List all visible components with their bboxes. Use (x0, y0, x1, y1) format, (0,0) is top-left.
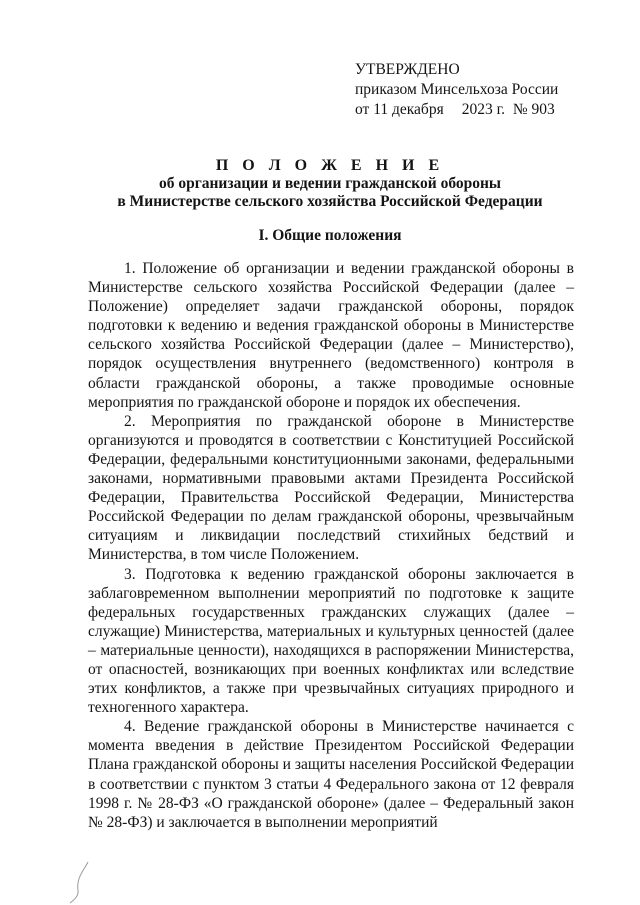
document-subtitle-2: в Министерстве сельского хозяйства Российской Федерации (117, 193, 543, 210)
approval-order-line: приказом Минсельхоза России (355, 81, 559, 98)
paragraph-3: 3. Подготовка к ведению гражданской обороны заключается в заблаговременном выполнении мероприятий по подготовке к защите федеральных государственных гражданских служащих (далее – служащие) Министерства, материальных и культурных ценностей (далее – материальные ценности), находящихся в распоряжении Министерства, от опасностей, возникающих при военных конфликтах или вследствие этих конфликтов, а также при чрезвычайных ситуациях природного и техногенного характера. (88, 565, 574, 717)
paragraph-1: 1. Положение об организации и ведении гражданской обороны в Министерстве сельского хозяйства Российской Федерации (далее – Положение) определяет задачи гражданской обороны, порядок подготовки к ведению и ведения гражданской обороны в Министерстве сельского хозяйства Российской Федерации (далее – Министерство), порядок осуществления внутреннего (ведомственного) контроля в области гражданской обороны, а также проводимые основные мероприятия по гражданской обороне и порядок их обеспечения. (88, 260, 574, 411)
approval-date-line (355, 100, 615, 120)
approval-heading: УТВЕРЖДЕНО (355, 61, 460, 78)
approval-stamp (355, 60, 615, 120)
document-subtitle-1: об организации и ведении гражданской обороны (158, 175, 502, 192)
approval-year: 2023 г. (461, 101, 506, 118)
paragraph-2: 2. Мероприятия по гражданской обороне в Министерстве организуются и проводятся в соответствии с Конституцией Российской Федерации, федеральными конституционными законами, федеральными законами, нормативными правовыми актами Президента Российской Федерации, Правительства Российской Федерации, Министерства Российской Федерации по делам гражданской обороны, чрезвычайным ситуациям и ликвидации последствий стихийных бедствий и Министерства, в том числе Положением. (88, 412, 574, 564)
document-title: П О Л О Ж Е Н И Е (215, 157, 445, 174)
section-title: I. Общие положения (258, 227, 402, 244)
pen-mark-icon (66, 860, 96, 905)
approval-number: № 903 (512, 101, 555, 118)
paragraph-4: 4. Ведение гражданской обороны в Министерстве начинается с момента введения в действие Президентом Российской Федерации Плана гражданской обороны и защиты населения Российской Федерации в соответствии с пунктом 3 статьи 4 Федерального закона от 12 февраля 1998 г. № 28-ФЗ «О гражданской обороне» (далее – Федеральный закон № 28-ФЗ) и заключается в выполнении мероприятий (88, 718, 574, 831)
document-body (88, 259, 574, 832)
approval-date: от 11 декабря (355, 101, 444, 118)
